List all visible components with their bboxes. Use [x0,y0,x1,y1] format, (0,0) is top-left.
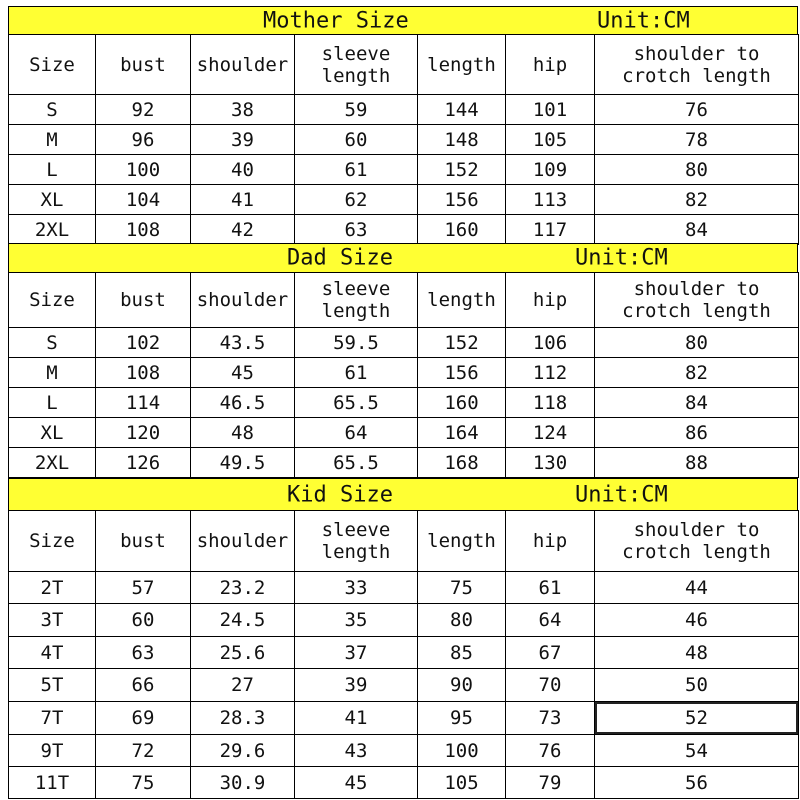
table-row [9,448,799,478]
table-row [9,572,799,604]
header-shoulder: shoulder [191,35,295,95]
cell[interactable]: 70 [506,669,595,702]
table-row [9,637,799,669]
cell[interactable]: 105 [506,125,595,155]
cell[interactable]: 79 [506,767,595,799]
cell[interactable]: 33 [295,572,418,604]
cell[interactable]: 2XL [9,215,96,245]
cell[interactable]: 73 [506,702,595,735]
cell[interactable]: 46.5 [191,388,295,418]
cell[interactable]: 84 [595,388,799,418]
header-shoulder-to-crotch: shoulder to crotch length [595,273,799,328]
header-size: Size [9,273,96,328]
kid-size-title-bar [8,478,798,511]
cell[interactable]: 50 [595,669,799,702]
cell[interactable]: 80 [418,604,506,637]
header-hip: hip [506,273,595,328]
cell[interactable]: 25.6 [191,637,295,669]
cell[interactable]: 156 [418,185,506,215]
cell[interactable]: 64 [295,418,418,448]
cell[interactable]: 109 [506,155,595,185]
header-bust: bust [96,511,191,572]
cell[interactable]: 43.5 [191,328,295,358]
cell[interactable]: 54 [595,735,799,767]
table-row [9,328,799,358]
cell[interactable]: 96 [96,125,191,155]
cell[interactable]: 78 [595,125,799,155]
cell[interactable]: M [9,125,96,155]
cell[interactable]: 117 [506,215,595,245]
cell[interactable]: 144 [418,95,506,125]
cell[interactable]: 112 [506,358,595,388]
mother-size-title: Mother Size [263,8,409,33]
cell[interactable]: S [9,95,96,125]
cell[interactable]: 152 [418,155,506,185]
cell[interactable]: 76 [595,95,799,125]
kid-header-row [9,511,799,572]
cell[interactable]: 160 [418,215,506,245]
selected-cell[interactable]: 52 [595,702,799,735]
cell[interactable]: 44 [595,572,799,604]
cell[interactable]: 38 [191,95,295,125]
cell[interactable]: M [9,358,96,388]
cell[interactable]: 57 [96,572,191,604]
cell[interactable]: 46 [595,604,799,637]
table-row [9,669,799,702]
table-row [9,388,799,418]
header-sleeve-length: sleeve length [295,273,418,328]
header-sleeve-length: sleeve length [295,35,418,95]
cell[interactable]: 2T [9,572,96,604]
cell[interactable]: 75 [96,767,191,799]
cell[interactable]: 28.3 [191,702,295,735]
cell[interactable]: 124 [506,418,595,448]
header-shoulder-to-crotch: shoulder to crotch length [595,35,799,95]
cell[interactable]: 11T [9,767,96,799]
cell[interactable]: 114 [96,388,191,418]
table-row [9,702,799,735]
header-shoulder: shoulder [191,273,295,328]
header-shoulder-to-crotch: shoulder to crotch length [595,511,799,572]
cell[interactable]: 95 [418,702,506,735]
cell[interactable]: 152 [418,328,506,358]
cell[interactable]: 105 [418,767,506,799]
cell[interactable]: 80 [595,328,799,358]
dad-header-row [9,273,799,328]
cell[interactable]: XL [9,185,96,215]
mother-header-row [9,35,799,95]
kid-size-title: Kid Size [287,482,393,507]
cell[interactable]: 100 [96,155,191,185]
cell[interactable]: 82 [595,358,799,388]
table-row [9,418,799,448]
cell[interactable]: 82 [595,185,799,215]
cell[interactable]: 41 [191,185,295,215]
cell[interactable]: 118 [506,388,595,418]
header-hip: hip [506,511,595,572]
cell[interactable]: L [9,388,96,418]
cell[interactable]: 88 [595,448,799,478]
cell[interactable]: 106 [506,328,595,358]
cell[interactable]: 30.9 [191,767,295,799]
cell[interactable]: 3T [9,604,96,637]
cell[interactable]: 126 [96,448,191,478]
cell[interactable]: 86 [595,418,799,448]
cell[interactable]: 80 [595,155,799,185]
cell[interactable]: 160 [418,388,506,418]
cell[interactable]: 4T [9,637,96,669]
cell[interactable]: 108 [96,358,191,388]
cell[interactable]: 61 [295,358,418,388]
table-row [9,767,799,799]
table-row [9,358,799,388]
mother-size-title-bar [8,6,798,35]
header-sleeve-length: sleeve length [295,511,418,572]
header-length: length [418,511,506,572]
cell[interactable]: 23.2 [191,572,295,604]
cell[interactable]: 164 [418,418,506,448]
header-length: length [418,273,506,328]
cell[interactable]: 39 [295,669,418,702]
cell[interactable]: 113 [506,185,595,215]
cell[interactable]: 49.5 [191,448,295,478]
cell[interactable]: 148 [418,125,506,155]
cell[interactable]: 76 [506,735,595,767]
cell[interactable]: 59.5 [295,328,418,358]
cell[interactable]: 108 [96,215,191,245]
cell[interactable]: 67 [506,637,595,669]
cell[interactable]: 156 [418,358,506,388]
table-row [9,95,799,125]
cell[interactable]: L [9,155,96,185]
cell[interactable]: 42 [191,215,295,245]
cell[interactable]: 60 [295,125,418,155]
cell[interactable]: 69 [96,702,191,735]
cell[interactable]: 5T [9,669,96,702]
cell[interactable]: 24.5 [191,604,295,637]
cell[interactable]: 104 [96,185,191,215]
cell[interactable]: 27 [191,669,295,702]
cell[interactable]: 63 [96,637,191,669]
mother-size-table [8,34,799,245]
cell[interactable]: 29.6 [191,735,295,767]
cell[interactable]: 66 [96,669,191,702]
cell[interactable]: 56 [595,767,799,799]
cell[interactable]: 41 [295,702,418,735]
cell[interactable]: 35 [295,604,418,637]
cell[interactable]: 100 [418,735,506,767]
cell[interactable]: 45 [295,767,418,799]
cell[interactable]: 64 [506,604,595,637]
cell[interactable]: S [9,328,96,358]
cell[interactable]: 40 [191,155,295,185]
cell[interactable]: 63 [295,215,418,245]
cell[interactable]: 102 [96,328,191,358]
cell[interactable]: 75 [418,572,506,604]
cell[interactable]: 92 [96,95,191,125]
header-size: Size [9,35,96,95]
cell[interactable]: 48 [191,418,295,448]
cell[interactable]: 85 [418,637,506,669]
kid-size-unit: Unit:CM [575,482,668,507]
header-hip: hip [506,35,595,95]
cell[interactable]: 120 [96,418,191,448]
cell[interactable]: 90 [418,669,506,702]
table-row [9,125,799,155]
header-bust: bust [96,273,191,328]
table-row [9,155,799,185]
cell[interactable]: 59 [295,95,418,125]
cell[interactable]: 48 [595,637,799,669]
cell[interactable]: 7T [9,702,96,735]
cell[interactable]: 45 [191,358,295,388]
cell[interactable]: 65.5 [295,448,418,478]
header-length: length [418,35,506,95]
table-row [9,604,799,637]
cell[interactable]: 72 [96,735,191,767]
cell[interactable]: 84 [595,215,799,245]
cell[interactable]: 9T [9,735,96,767]
cell[interactable]: 62 [295,185,418,215]
cell[interactable]: 60 [96,604,191,637]
mother-size-unit: Unit:CM [597,8,690,33]
table-row [9,215,799,245]
header-size: Size [9,511,96,572]
table-row [9,185,799,215]
cell[interactable]: 39 [191,125,295,155]
dad-size-title: Dad Size [287,245,393,271]
cell[interactable]: 61 [506,572,595,604]
cell[interactable]: 101 [506,95,595,125]
cell[interactable]: 43 [295,735,418,767]
cell[interactable]: 65.5 [295,388,418,418]
dad-size-unit: Unit:CM [575,245,668,271]
dad-size-title-bar [8,243,798,273]
table-row [9,735,799,767]
cell[interactable]: 61 [295,155,418,185]
cell[interactable]: 130 [506,448,595,478]
header-shoulder: shoulder [191,511,295,572]
cell[interactable]: 2XL [9,448,96,478]
cell[interactable]: 37 [295,637,418,669]
cell[interactable]: 168 [418,448,506,478]
header-bust: bust [96,35,191,95]
dad-size-table [8,272,799,478]
kid-size-table [8,510,799,799]
cell[interactable]: XL [9,418,96,448]
